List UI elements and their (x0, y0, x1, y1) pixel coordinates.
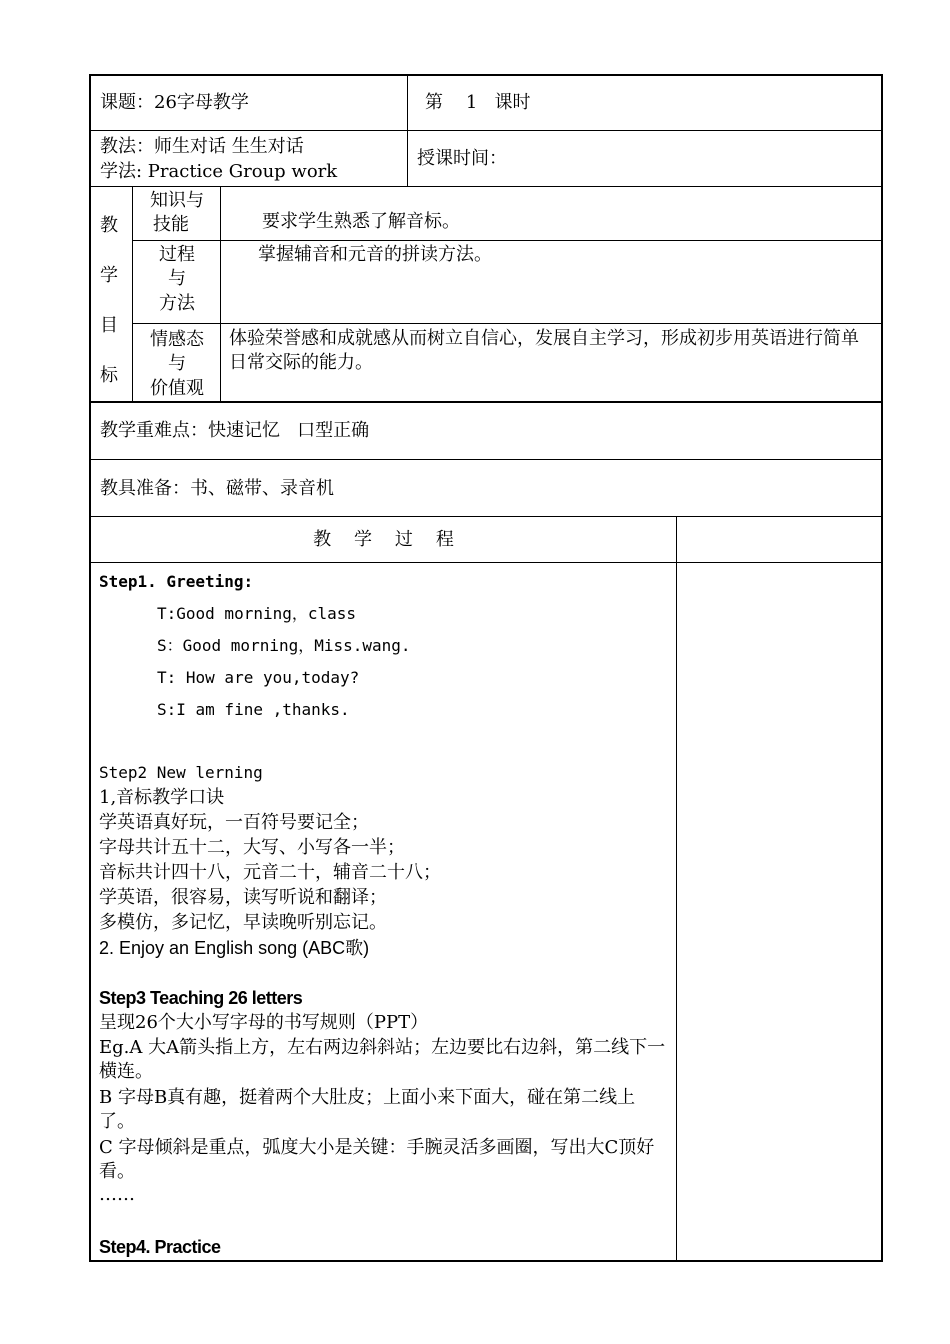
rhyme-line: 音标共计四十八，元音二十，辅音二十八； (99, 862, 441, 883)
rhyme-line: 学英语，很容易，读写听说和翻译； (99, 887, 387, 908)
step4-title: Step4. Practice (99, 1237, 221, 1257)
step2-title: Step2 New lerning (99, 763, 263, 782)
teaching-method: 教法：师生对话 生生对话 (100, 136, 304, 157)
dialogue-line: S：Good morning，Miss.wang. (157, 636, 411, 655)
step1-title: Step1. Greeting: (99, 572, 254, 591)
objective-label: 情感态 (150, 329, 204, 350)
step2-sub2: 2. Enjoy an English song (ABC歌) (99, 938, 370, 958)
step3-example-c: C 字母倾斜是重点，弧度大小是关键：手腕灵活多画圈，写出大C顶好看。 (99, 1137, 655, 1182)
step3-example-a: Eg.A 大A箭头指上方，左右两边斜斜站；左边要比右边斜，第二线下一横连。 (99, 1037, 666, 1082)
step3-example-b: B 字母B真有趣，挺着两个大肚皮；上面小来下面大，碰在第二线上了。 (99, 1087, 636, 1132)
step2-sub1: 1,音标教学口诀 (99, 787, 225, 808)
objective-label: 与 (168, 268, 186, 289)
process-header: 教 学 过 程 (313, 529, 454, 550)
ellipsis: …… (99, 1184, 135, 1205)
objective-label: 价值观 (150, 378, 204, 399)
objective-char: 教 (100, 215, 118, 236)
key-points: 教学重难点：快速记忆 口型正确 (100, 420, 370, 441)
objective-label: 方法 (159, 293, 195, 314)
class-time-label: 授课时间： (417, 148, 507, 169)
notes-column (677, 563, 881, 1260)
dialogue-line: T: How are you,today? (157, 668, 360, 687)
objective-label: 知识与 (150, 190, 204, 211)
objective-label: 过程 (159, 244, 195, 265)
objective-char: 目 (100, 315, 118, 336)
learning-method: 学法: Practice Group work (100, 161, 338, 182)
topic-cell: 课题：26字母教学 (100, 92, 249, 113)
objective-content: 要求学生熟悉了解音标。 (262, 211, 460, 232)
objective-char: 标 (100, 365, 118, 386)
step3-intro: 呈现26个大小写字母的书写规则（PPT） (99, 1012, 429, 1033)
objective-char: 学 (100, 265, 118, 286)
step3-title: Step3 Teaching 26 letters (99, 988, 303, 1008)
period-cell: 第 1 课时 (425, 92, 531, 113)
dialogue-line: T:Good morning，class (157, 604, 357, 623)
rhyme-line: 多模仿，多记忆，早读晚听别忘记。 (99, 912, 387, 933)
objective-label: 技能 (153, 214, 189, 235)
objective-content: 体验荣誉感和成就感从而树立自信心，发展自主学习，形成初步用英语进行简单日常交际的能力。 (229, 328, 859, 373)
objective-content: 掌握辅音和元音的拼读方法。 (258, 244, 492, 265)
dialogue-line: S:I am fine ,thanks. (157, 700, 350, 719)
rhyme-line: 学英语真好玩，一百符号要记全； (99, 812, 369, 833)
objective-label: 与 (168, 353, 186, 374)
teaching-materials: 教具准备：书、磁带、录音机 (100, 478, 334, 499)
rhyme-line: 字母共计五十二，大写、小写各一半； (99, 837, 405, 858)
